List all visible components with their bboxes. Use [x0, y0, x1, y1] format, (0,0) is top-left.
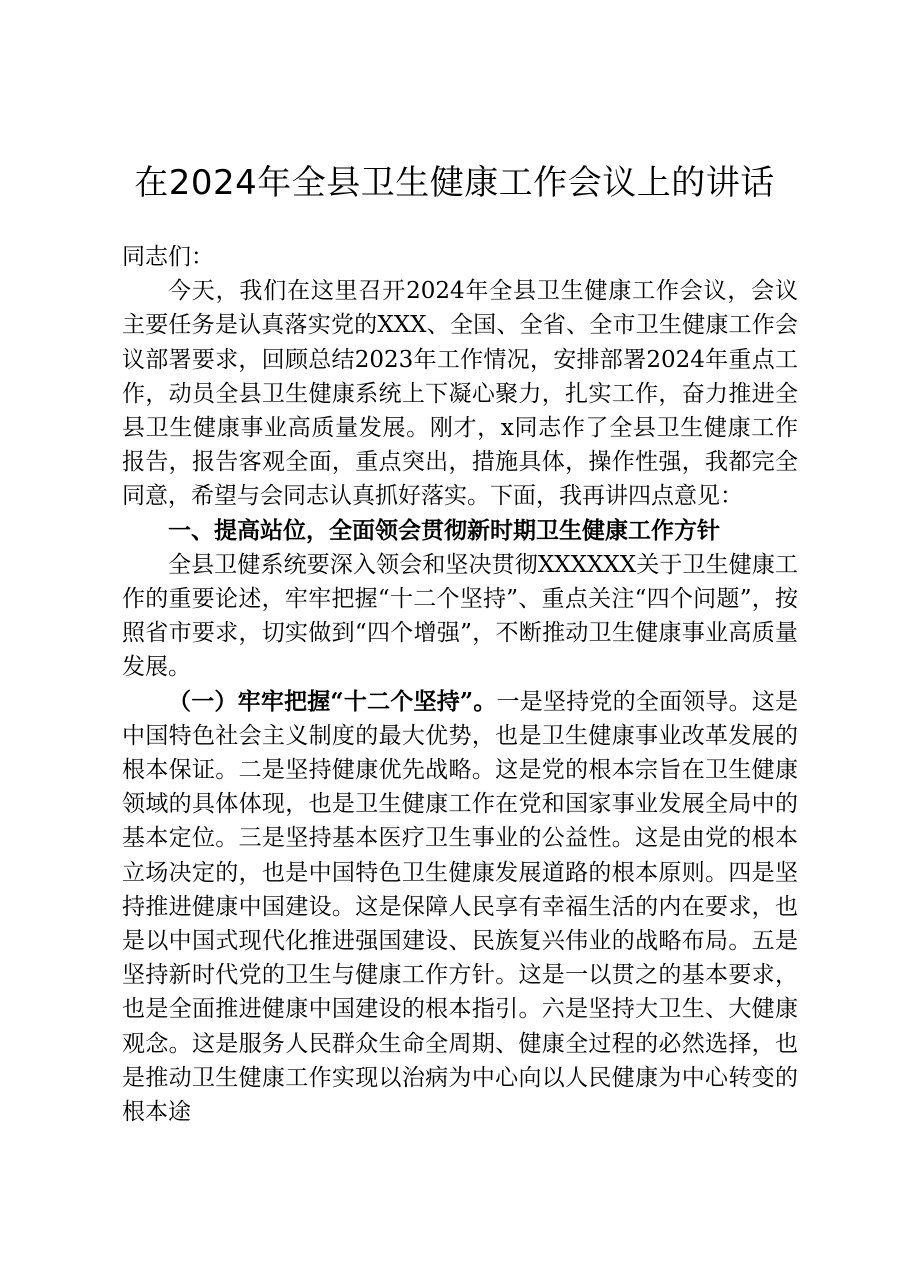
section-paragraph: 全县卫健系统要深入领会和坚决贯彻XXXXXX关于卫生健康工作的重要论述，牢牢把握“十二个坚持”、重点关注“四个问题”，按照省市要求，切实做到“四个增强”，不断推动卫生健康事业高质量发展。 [122, 551, 798, 681]
subsection-title: （一）牢牢把握“十二个坚持”。 [168, 687, 497, 715]
salutation: 同志们： [122, 244, 214, 270]
document-body [122, 240, 798, 1129]
subsection-text: 一是坚持党的全面领导。这是中国特色社会主义制度的最大优势，也是卫生健康事业改革发展的根本保证。二是坚持健康优先战略。这是党的根本宗旨在卫生健康领域的具体体现，也是卫生健康工作在党和国家事业发展全局中的基本定位。三是坚持基本医疗卫生事业的公益性。这是由党的根本立场决定的，也是中国特色卫生健康发展道路的根本原则。四是坚持推进健康中国建设。这是保障人民享有幸福生活的内在要求，也是以中国式现代化推进强国建设、民族复兴伟业的战略布局。五是坚持新时代党的卫生与健康工作方针。这是一以贯之的基本要求，也是全面推进健康中国建设的根本指引。六是坚持大卫生、大健康观念。这是服务人民群众生命全周期、健康全过程的必然选择，也是推动卫生健康工作实现以治病为中心向以人民健康为中心转变的根本途 [122, 688, 799, 1126]
section-heading: 一、提高站位，全面领会贯彻新时期卫生健康工作方针 [168, 517, 720, 544]
intro-paragraph: 今天，我们在这里召开2024年全县卫生健康工作会议，会议主要任务是认真落实党的XXX、全国、全省、全市卫生健康工作会议部署要求，回顾总结2023年工作情况，安排部署2024年重点工作，动员全县卫生健康系统上下凝心聚力，扎实工作，奋力推进全县卫生健康事业高质量发展。刚才，x同志作了全县卫生健康工作报告，报告客观全面，重点突出，措施具体，操作性强，我都完全同意，希望与会同志认真抓好落实。下面，我再讲四点意见： [122, 278, 798, 510]
subsection-paragraph [122, 685, 798, 1130]
document-title: 在2024年全县卫生健康工作会议上的讲话 [134, 163, 775, 203]
